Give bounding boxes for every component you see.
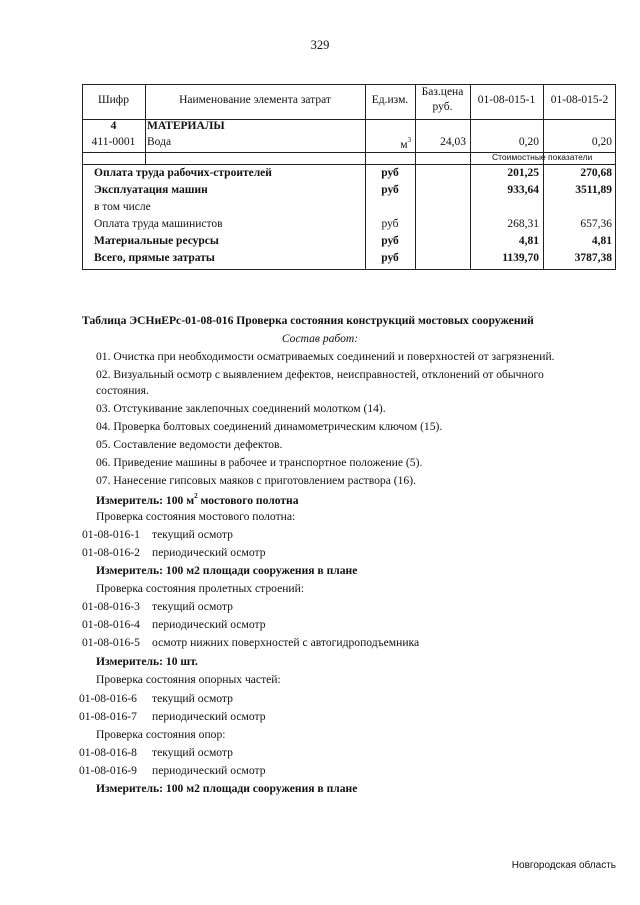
item-code: 01-08-016-5: [82, 636, 140, 649]
work-item: 01. Очистка при необходимости осматриваемых соединений и поверхностей от загрязнений.: [96, 350, 555, 363]
cost-row-value-2: 270,68: [580, 167, 612, 179]
item-code: 01-08-016-7: [79, 710, 137, 723]
meter-4: Измеритель: 100 м2 площади сооружения в плане: [96, 782, 358, 795]
section-title: МАТЕРИАЛЫ: [147, 120, 225, 132]
cost-row-value-1: 268,31: [507, 218, 539, 230]
cost-row-name: Материальные ресурсы: [94, 235, 219, 247]
item-code: 01-08-016-8: [79, 746, 137, 759]
cost-row-name: Эксплуатация машин: [94, 184, 208, 196]
cost-row-value-2: 4,81: [591, 235, 612, 247]
material-name: Вода: [147, 136, 172, 148]
cost-row-value-1: 4,81: [518, 235, 539, 247]
cost-caption: Стоимостные показатели: [492, 152, 593, 162]
item-text: периодический осмотр: [152, 546, 266, 559]
item-text: текущий осмотр: [152, 746, 233, 759]
header-col-2: 01-08-015-2: [550, 94, 609, 106]
meter-1: Измеритель: 100 $м^2$ мостового полотна: [96, 492, 299, 507]
material-unit: $м^3$: [400, 136, 411, 151]
work-item: 06. Приведение машины в рабочее и транспортное положение (5).: [96, 456, 423, 469]
item-code: 01-08-016-6: [79, 692, 137, 705]
material-base-price: 24,03: [440, 136, 466, 148]
table-title: Таблица ЭСНиЕРс-01-08-016 Проверка состояния конструкций мостовых сооружений: [82, 314, 534, 327]
page-number: 329: [310, 38, 330, 52]
cost-row-unit: руб: [381, 184, 399, 196]
cost-row-name: в том числе: [94, 201, 151, 213]
item-code: 01-08-016-3: [82, 600, 140, 613]
header-name: Наименование элемента затрат: [179, 94, 331, 106]
header-unit: Ед.изм.: [371, 94, 409, 106]
cost-row-name: Оплата труда рабочих-строителей: [94, 167, 272, 179]
cost-row-value-1: 933,64: [507, 184, 539, 196]
group-title: Проверка состояния пролетных строений:: [96, 582, 305, 595]
cost-table: [82, 84, 616, 270]
cost-row-unit: руб: [381, 218, 399, 230]
work-item: 02. Визуальный осмотр с выявлением дефектов, неисправностей, отклонений от обычного: [96, 368, 544, 381]
header-col-1: 01-08-015-1: [477, 94, 536, 106]
work-item: 03. Отстукивание заклепочных соединений молотком (14).: [96, 402, 386, 415]
cost-row-value-2: 657,36: [580, 218, 612, 230]
material-code: 411-0001: [91, 136, 136, 148]
work-item: 04. Проверка болтовых соединений динамометрическим ключом (15).: [96, 420, 443, 433]
work-item: 05. Составление ведомости дефектов.: [96, 438, 283, 451]
header-code: Шифр: [98, 94, 129, 106]
item-text: периодический осмотр: [152, 764, 266, 777]
item-text: текущий осмотр: [152, 600, 233, 613]
cost-row-name: Всего, прямые затраты: [94, 252, 215, 264]
cost-row-value-2: 3511,89: [575, 184, 612, 196]
work-composition-title: Состав работ:: [281, 332, 359, 345]
header-base-price-unit: руб.: [432, 101, 453, 113]
meter-3: Измеритель: 10 шт.: [96, 655, 198, 668]
material-value-1: 0,20: [518, 136, 539, 148]
material-value-2: 0,20: [591, 136, 612, 148]
item-text: текущий осмотр: [152, 692, 233, 705]
meter-2: Измеритель: 100 м2 площади сооружения в плане: [96, 564, 358, 577]
item-text: периодический осмотр: [152, 618, 266, 631]
footer-region: Новгородская область: [511, 860, 616, 871]
item-code: 01-08-016-9: [79, 764, 137, 777]
cost-row-value-1: 1139,70: [502, 252, 539, 264]
group-title: Проверка состояния опор:: [96, 728, 226, 741]
item-code: 01-08-016-1: [82, 528, 140, 541]
cost-row-unit: руб: [381, 252, 399, 264]
header-base-price: Баз.цена: [421, 86, 464, 98]
item-text: периодический осмотр: [152, 710, 266, 723]
cost-row-unit: руб: [381, 235, 399, 247]
item-text: текущий осмотр: [152, 528, 233, 541]
item-code: 01-08-016-2: [82, 546, 140, 559]
item-code: 01-08-016-4: [82, 618, 140, 631]
section-number: 4: [110, 120, 117, 132]
work-item-continuation: состояния.: [96, 384, 149, 397]
group-title: Проверка состояния опорных частей:: [96, 673, 281, 686]
cost-row-value-2: 3787,38: [574, 252, 612, 264]
group-title: Проверка состояния мостового полотна:: [96, 510, 296, 523]
cost-row-value-1: 201,25: [507, 167, 539, 179]
item-text: осмотр нижних поверхностей с автогидроподъемника: [152, 636, 420, 649]
cost-row-unit: руб: [381, 167, 399, 179]
work-item: 07. Нанесение гипсовых маяков с приготовлением раствора (16).: [96, 474, 416, 487]
cost-row-name: Оплата труда машинистов: [94, 218, 223, 230]
